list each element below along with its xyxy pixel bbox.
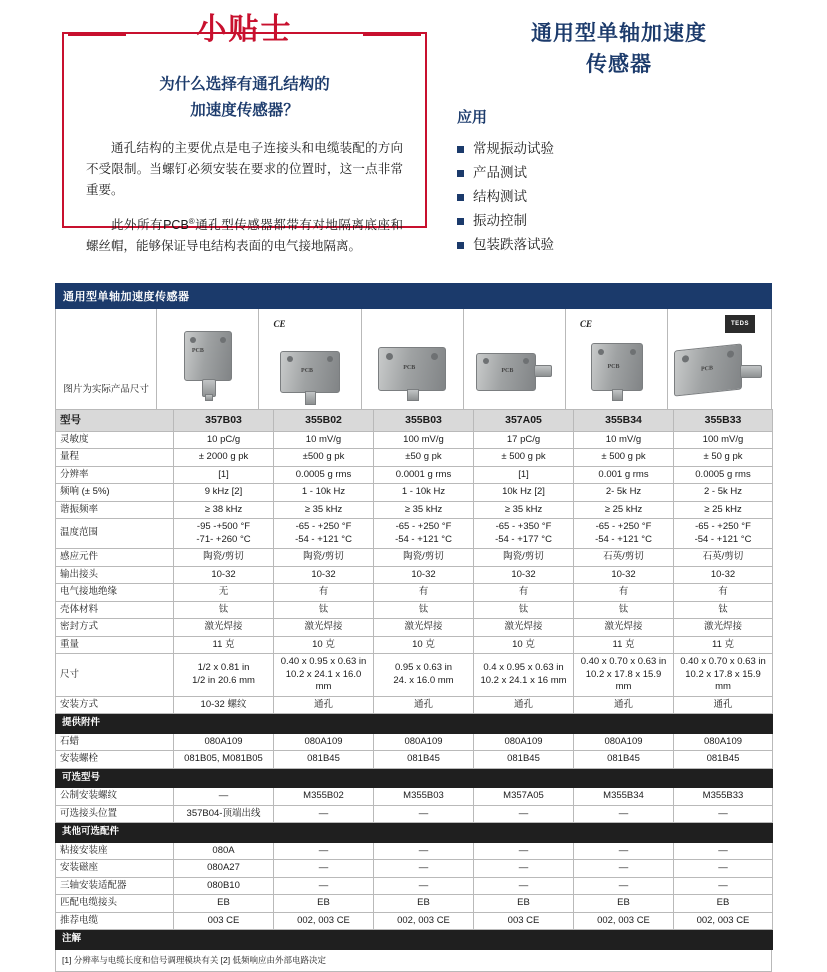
table-cell: 355B03 [374,410,474,432]
table-row-label: 重量 [56,636,174,654]
table-cell-line: 10.2 x 24.1 x 16 mm [480,674,567,686]
table-cell: — [374,842,474,860]
table-cell [474,519,574,549]
table-cell: 357B04-顶端出线 [174,805,274,823]
table-row [56,431,773,449]
table-cell [374,519,474,549]
table-cell-line: 10.2 x 24.1 x 16.0 mm [285,668,362,692]
table-cell: 无 [174,584,274,602]
table-cell-line: -95 -+500 °F [196,521,251,532]
table-cell [674,519,773,549]
table-cell: 0.001 g rms [574,466,674,484]
table-cell: ≥ 25 kHz [674,501,773,519]
table-cell [574,654,674,697]
table-cell: M355B03 [374,788,474,806]
table-cell [374,654,474,697]
table-cell: 10 克 [374,636,474,654]
table-cell-line: -65 - +250 °F [695,521,751,532]
table-row-label: 分辨率 [56,466,174,484]
table-cell: — [674,842,773,860]
table-cell: 石英/剪切 [574,549,674,567]
table-row-label: 石蜡 [56,733,174,751]
table-cell: 通孔 [674,696,773,714]
tip-paragraph-2 [86,211,403,257]
table-cell-line: -54 - +121 °C [595,533,652,545]
list-item [457,209,789,233]
table-cell: — [574,805,674,823]
table-cell: 石英/剪切 [674,549,773,567]
table-row [56,636,773,654]
product-image-355B34: CE PCB [566,309,668,409]
product-image-357A05: PCB [464,309,566,409]
table-row-label: 公制安装螺纹 [56,788,174,806]
table-cell: 激光焊接 [374,619,474,637]
table-cell: 通孔 [474,696,574,714]
table-cell: 003 CE [474,912,574,930]
table-cell-line: -54 - +121 °C [395,533,452,545]
product-image-357B03: PCB [157,309,259,409]
table-row [56,654,773,697]
table-row [56,877,773,895]
table-cell: — [674,805,773,823]
table-cell: 10-32 [374,566,474,584]
list-item [457,161,789,185]
square-bullet-icon [457,146,464,153]
table-row [56,805,773,823]
table-cell: 10-32 [174,566,274,584]
table-cell: ≥ 38 kHz [174,501,274,519]
table-cell-line: 1/2 x 0.81 in [197,662,250,674]
table-row-label: 量程 [56,449,174,467]
table-row-label: 尺寸 [56,654,174,697]
product-column [449,12,789,257]
table-cell: ±500 g pk [274,449,374,467]
table-cell: 080A109 [374,733,474,751]
table-cell: — [274,877,374,895]
table-cell: 10 mV/g [574,431,674,449]
table-cell: 钛 [374,601,474,619]
table-cell-line: -54 - +121 °C [694,533,752,545]
table-cell: 10k Hz [2] [474,484,574,502]
table-cell: — [474,860,574,878]
application-label: 结构测试 [473,189,527,204]
applications-heading: 应用 [457,109,488,126]
table-cell-line: 0.40 x 0.95 x 0.63 in [280,656,367,667]
table-row [56,501,773,519]
table-cell: EB [574,895,674,913]
table-cell-line: 0.40 x 0.70 x 0.63 in [580,656,667,667]
ce-mark-355B02: CE [273,319,286,329]
table-cell [274,519,374,549]
table-cell: 002, 003 CE [674,912,773,930]
table-cell: 10-32 [274,566,374,584]
table-row [56,549,773,567]
table-cell: ≥ 25 kHz [574,501,674,519]
table-cell: 081B45 [374,751,474,769]
table-cell: 355B02 [274,410,374,432]
table-model-row [56,410,773,432]
table-cell: 1 - 10k Hz [274,484,374,502]
table-row [56,788,773,806]
table-cell-line: -71- +260 °C [196,533,251,545]
table-row [56,912,773,930]
table-cell: 080A109 [274,733,374,751]
table-row-label: 温度范围 [56,519,174,549]
table-cell: 0.0001 g rms [374,466,474,484]
table-cell: 10-32 [674,566,773,584]
table-cell: 有 [374,584,474,602]
table-cell-line: 0.40 x 0.70 x 0.63 in [680,656,766,667]
table-cell: 11 克 [674,636,773,654]
table-cell: 081B45 [574,751,674,769]
table-row-label: 密封方式 [56,619,174,637]
table-section-row [56,930,773,950]
list-item [457,233,789,257]
table-row-label: 安装磁座 [56,860,174,878]
table-cell: 陶瓷/剪切 [274,549,374,567]
table-cell: EB [374,895,474,913]
table-cell: 钛 [474,601,574,619]
square-bullet-icon [457,218,464,225]
table-row-label: 三轴安装适配器 [56,877,174,895]
table-cell: 355B33 [674,410,773,432]
list-item [457,137,789,161]
table-cell: 11 克 [574,636,674,654]
top-section [0,0,827,257]
application-label: 振动控制 [473,213,527,228]
table-cell: 0.0005 g rms [274,466,374,484]
table-cell: 激光焊接 [574,619,674,637]
table-cell-line: -54 - +121 °C [295,533,352,545]
table-cell: 激光焊接 [174,619,274,637]
table-row-label: 谐振频率 [56,501,174,519]
table-cell-line: 0.4 x 0.95 x 0.63 in [483,662,564,674]
table-cell: M355B34 [574,788,674,806]
table-row [56,519,773,549]
table-cell: 10 pC/g [174,431,274,449]
tip-question-line2: 加速度传感器？ [190,102,299,119]
table-cell: 080A109 [574,733,674,751]
table-cell: — [174,788,274,806]
table-cell: — [274,842,374,860]
table-row [56,751,773,769]
table-cell-line: 24. x 16.0 mm [393,674,454,686]
table-cell: M355B02 [274,788,374,806]
image-caption: 图片为实际产品尺寸 [56,309,157,409]
table-row [56,619,773,637]
table-cell-line: -54 - +177 °C [495,533,552,545]
registered-mark: ® [188,217,195,226]
table-cell: 080A109 [174,733,274,751]
table-section-label: 其他可选配件 [56,823,773,843]
table-cell: — [474,805,574,823]
table-cell: — [274,860,374,878]
square-bullet-icon [457,194,464,201]
tip-box-wrapper [62,12,427,257]
table-cell: 355B34 [574,410,674,432]
product-image-355B02: CE PCB [259,309,361,409]
table-row-label: 型号 [56,410,174,432]
table-row-label: 频响 (± 5%) [56,484,174,502]
table-cell: 10-32 [474,566,574,584]
table-cell: — [674,860,773,878]
table-cell: 080A27 [174,860,274,878]
page-title-line1: 通用型单轴加速度 [531,22,707,45]
tip-box [62,32,427,254]
table-cell: M357A05 [474,788,574,806]
tip-title-row [62,12,427,52]
table-row-label: 推荐电缆 [56,912,174,930]
table-row-label: 感应元件 [56,549,174,567]
table-cell: 357A05 [474,410,574,432]
table-cell: — [474,842,574,860]
table-cell: 080B10 [174,877,274,895]
table-cell-line: 10.2 x 17.8 x 15.9 mm [585,668,662,692]
page-title-line2: 传感器 [586,53,652,76]
table-cell: EB [674,895,773,913]
table-cell: 10-32 [574,566,674,584]
table-row-label: 电气接地绝缘 [56,584,174,602]
table-cell: 0.0005 g rms [674,466,773,484]
table-cell: ≥ 35 kHz [374,501,474,519]
table-row [56,733,773,751]
table-cell: 激光焊接 [274,619,374,637]
table-cell: 10 mV/g [274,431,374,449]
table-cell: 陶瓷/剪切 [174,549,274,567]
table-cell: 10-32 螺纹 [174,696,274,714]
table-cell: 081B45 [474,751,574,769]
table-cell: ≥ 35 kHz [274,501,374,519]
table-cell: — [574,860,674,878]
table-row [56,601,773,619]
table-cell: 激光焊接 [674,619,773,637]
table-cell: — [674,877,773,895]
table-cell: 003 CE [174,912,274,930]
table-row [56,484,773,502]
table-cell: ≥ 35 kHz [474,501,574,519]
product-image-355B03: PCB [362,309,464,409]
table-row [56,895,773,913]
tip-question [86,72,403,124]
spec-table-wrapper [55,283,772,972]
table-cell [674,654,773,697]
table-cell-line: -65 - +350 °F [495,521,552,532]
table-cell: ± 500 g pk [474,449,574,467]
table-row-label: 可选接头位置 [56,805,174,823]
table-cell: [1] [174,466,274,484]
table-cell: — [574,842,674,860]
specification-table-body [56,410,773,950]
table-row [56,566,773,584]
specification-table [55,409,773,950]
table-cell: 钛 [574,601,674,619]
tip-paragraph-2-pre: 此外所有PCB [111,218,189,233]
table-row-label: 安装螺栓 [56,751,174,769]
table-section-row [56,768,773,788]
table-cell [574,519,674,549]
spec-table-header: 通用型单轴加速度传感器 [55,283,772,309]
table-cell: 陶瓷/剪切 [474,549,574,567]
square-bullet-icon [457,170,464,177]
table-cell: 通孔 [374,696,474,714]
table-section-label: 提供附件 [56,714,773,734]
tip-question-line1: 为什么选择有通孔结构的 [159,76,330,93]
table-cell: 002, 003 CE [574,912,674,930]
table-cell: 080A109 [674,733,773,751]
table-cell: 081B45 [674,751,773,769]
table-cell: 2- 5k Hz [574,484,674,502]
table-cell: 1 - 10k Hz [374,484,474,502]
table-cell: — [374,860,474,878]
table-cell: EB [274,895,374,913]
table-cell: — [374,877,474,895]
page-title [449,18,789,80]
table-cell: — [574,877,674,895]
product-image-355B33: TEDS PCB [668,309,771,409]
tip-paragraph-1: 通孔结构的主要优点是电子连接头和电缆装配的方向不受限制。当螺钉必须安装在要求的位置时，这一点非常重要。 [86,141,403,197]
table-cell: 9 kHz [2] [174,484,274,502]
table-cell: 100 mV/g [674,431,773,449]
table-cell: ± 500 g pk [574,449,674,467]
table-cell [474,654,574,697]
table-cell: M355B33 [674,788,773,806]
table-cell: 通孔 [274,696,374,714]
table-cell: 有 [674,584,773,602]
table-cell: 10 克 [474,636,574,654]
table-section-label: 注解 [56,930,773,950]
table-cell: 钛 [674,601,773,619]
table-cell: — [374,805,474,823]
table-row-label: 输出接头 [56,566,174,584]
ce-mark-355B34: CE [579,319,592,329]
table-cell: 有 [274,584,374,602]
table-cell-line: 1/2 in 20.6 mm [192,674,255,686]
table-cell: ±50 g pk [374,449,474,467]
table-cell: EB [474,895,574,913]
table-cell: 通孔 [574,696,674,714]
table-cell: 002, 003 CE [274,912,374,930]
table-row [56,466,773,484]
table-cell: 100 mV/g [374,431,474,449]
table-cell-line: -65 - +250 °F [395,521,452,532]
table-cell: 激光焊接 [474,619,574,637]
table-cell: 080A109 [474,733,574,751]
table-cell: — [274,805,374,823]
table-cell: 有 [574,584,674,602]
table-cell: 080A [174,842,274,860]
table-row-label: 安装方式 [56,696,174,714]
application-label: 常规振动试验 [473,141,554,156]
table-cell: 陶瓷/剪切 [374,549,474,567]
table-cell: 002, 003 CE [374,912,474,930]
table-row [56,860,773,878]
table-row [56,449,773,467]
table-cell-line: -65 - +250 °F [595,521,652,532]
table-cell-line: 0.95 x 0.63 in [394,662,453,674]
list-item [457,185,789,209]
table-cell: [1] [474,466,574,484]
table-cell: 10 克 [274,636,374,654]
table-cell: 有 [474,584,574,602]
tip-paragraph-2-post: 通孔型传感器都带有对地隔离底座和螺丝帽，能够保证导电结构表面的电气接地隔离。 [86,218,403,254]
table-row [56,842,773,860]
table-cell: 11 克 [174,636,274,654]
table-cell: 2 - 5k Hz [674,484,773,502]
table-cell: — [474,877,574,895]
table-footnote: [1] 分辨率与电缆长度和信号调理模块有关 [2] 低频响应由外部电路决定 [55,950,772,972]
table-cell: ± 2000 g pk [174,449,274,467]
table-row-label: 匹配电缆接头 [56,895,174,913]
application-label: 包装跌落试验 [473,237,554,252]
table-cell-line: 10.2 x 17.8 x 15.9 mm [685,668,761,692]
table-row-label: 粘接安装座 [56,842,174,860]
teds-badge: TEDS [725,315,755,333]
table-cell [174,519,274,549]
table-cell: 17 pC/g [474,431,574,449]
table-cell-line: -65 - +250 °F [295,521,352,532]
table-cell [274,654,374,697]
table-cell [174,654,274,697]
table-cell: 081B05, M081B05 [174,751,274,769]
table-section-row [56,714,773,734]
table-row [56,696,773,714]
application-label: 产品测试 [473,165,527,180]
applications-list [449,137,789,257]
table-cell: ± 50 g pk [674,449,773,467]
product-image-strip [55,309,772,409]
table-row [56,584,773,602]
table-cell: 081B45 [274,751,374,769]
table-cell: 钛 [274,601,374,619]
table-cell: 钛 [174,601,274,619]
table-section-label: 可选型号 [56,768,773,788]
square-bullet-icon [457,242,464,249]
tip-title: 小贴士 [196,13,293,46]
table-row-label: 壳体材料 [56,601,174,619]
table-section-row [56,823,773,843]
table-cell: 357B03 [174,410,274,432]
table-row-label: 灵敏度 [56,431,174,449]
table-cell: EB [174,895,274,913]
